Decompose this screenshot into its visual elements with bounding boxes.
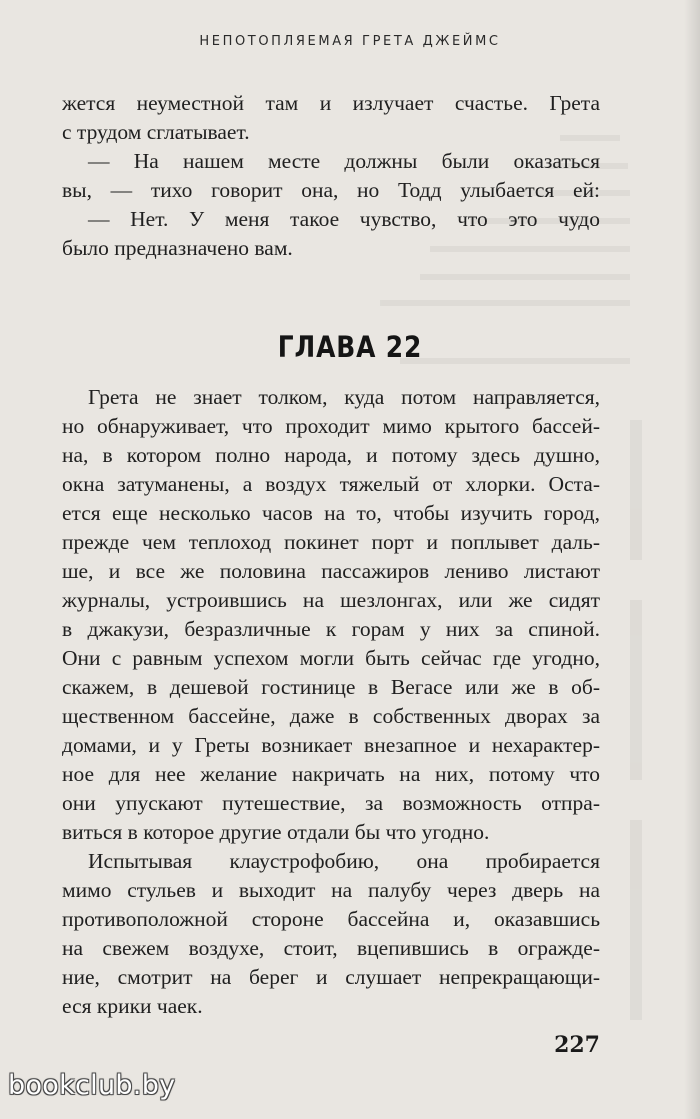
running-header: НЕПОТОПЛЯЕМАЯ ГРЕТА ДЖЕЙМС	[199, 34, 501, 49]
text-line: мимо стульев и выходит на палубу через дверь на	[62, 878, 600, 902]
paragraph-1	[62, 383, 600, 847]
text-line: ется еще несколько часов на то, чтобы изучить город,	[62, 501, 600, 525]
text-line: вы, — тихо говорит она, но Тодд улыбается ей:	[62, 178, 600, 202]
text-line: с трудом сглатывает.	[62, 120, 250, 144]
text-line: было предназначено вам.	[62, 236, 293, 260]
paragraph-2	[62, 847, 600, 1021]
text-line: Испытывая клаустрофобию, она пробирается	[88, 849, 600, 873]
text-line: виться в которое другие отдали бы что угодно.	[62, 820, 490, 844]
text-line: журналы, устроившись на шезлонгах, или же сидят	[62, 588, 600, 612]
text-line: ше, и все же половина пассажиров лениво листают	[62, 559, 600, 583]
text-line: ное для нее желание накричать на них, потому что	[62, 762, 600, 786]
text-line: ние, смотрит на берег и слушает непрекращающи-	[62, 965, 600, 989]
text-line: жется неуместной там и излучает счастье. Грета	[62, 91, 600, 115]
text-line: они упускают путешествие, за возможность отпра-	[62, 791, 600, 815]
intro-passage	[62, 89, 600, 263]
text-line: еся крики чаек.	[62, 994, 203, 1018]
page-edge-shadow	[684, 0, 700, 1119]
text-line: Они с равным успехом могли быть сейчас где угодно,	[62, 646, 600, 670]
chapter-title: ГЛАВА 22	[277, 330, 423, 364]
text-line: окна затуманены, а воздух тяжелый от хлорки. Оста-	[62, 472, 600, 496]
text-line: скажем, в дешевой гостинице в Вегасе или же в об-	[62, 675, 600, 699]
text-line: в джакузи, безразличные к горам у них за спиной.	[62, 617, 600, 641]
text-line: но обнаруживает, что проходит мимо крытого бассей-	[62, 414, 600, 438]
text-line: на свежем воздухе, стоит, вцепившись в огражде-	[62, 936, 600, 960]
text-line: — На нашем месте должны были оказаться	[88, 149, 600, 173]
site-watermark: bookclub.by	[8, 1070, 176, 1101]
text-line: на, в котором полно народа, и потому здесь душно,	[62, 443, 600, 467]
text-line: Грета не знает толком, куда потом направляется,	[88, 385, 600, 409]
text-line: домами, и у Греты возникает внезапное и нехарактер-	[62, 733, 600, 757]
text-line: — Нет. У меня такое чувство, что это чудо	[88, 207, 600, 231]
text-line: прежде чем теплоход покинет порт и поплывет даль-	[62, 530, 600, 554]
text-line: щественном бассейне, даже в собственных дворах за	[62, 704, 600, 728]
page-number: 227	[554, 1032, 600, 1058]
text-line: противоположной стороне бассейна и, оказавшись	[62, 907, 600, 931]
